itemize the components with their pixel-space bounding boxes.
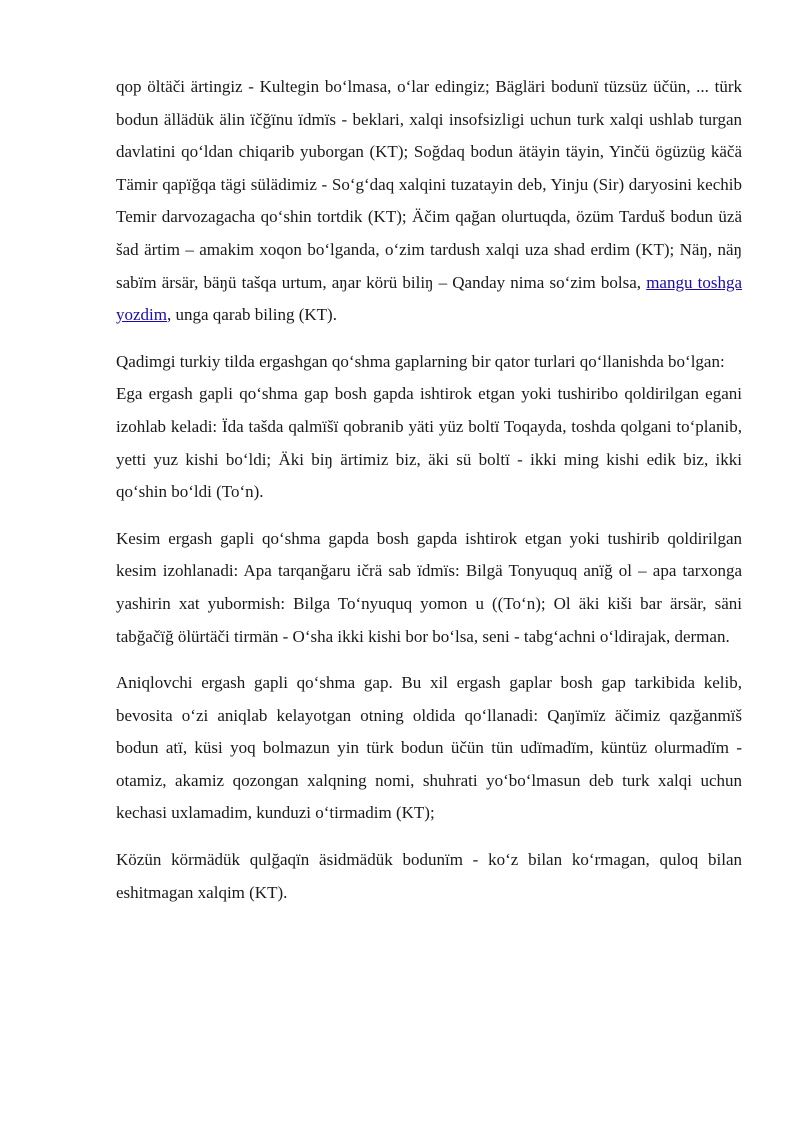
paragraph-1-tail: , unga qarab biling (KT). [167,305,337,325]
paragraph-6: Közün körmädük qulğaqïn äsidmädük bodunïm - ko‘z bilan ko‘rmagan, quloq bilan eshitmagan xalqim (KT). [116,850,742,902]
paragraph-4: Kesim ergash gapli qo‘shma gapda bosh gapda ishtirok etgan yoki tushirib qoldirilgan kesim izohlanadi: Apa tarqanğaru ičrä sab ïdmïs: Bilgä Tonyuquq anïğ ol – apa tarxonga yashirin xat yubormish: Bilga To‘nyuquq yomon u ((To‘n); Ol äki kiši bar ärsär, säni tabğačïğ ölürtäči tirmän - O‘sha ikki kishi bor bo‘lsa, seni - tabg‘achni o‘ldirajak, derman. [116,528,742,646]
paragraph-1 [116,71,742,332]
paragraph-1-text: qop öltäči ärtingiz - Kultegin bo‘lmasa, o‘lar edingiz; Bägläri bodunï tüzsüz üčün, ... türk bodun ällädük älin ïčğïnu ïdmïs - beklari, xalqi insofsizligi uchun turk xalqi ushlab turgan davlatini qo‘ldan chiqarib yuborgan (KT); Soğdaq bodun ätäyin täyin, Yinčü ögüzüg käčä Tämir qapïğqa tägi sülädimiz - So‘g‘daq xalqini tuzatayin deb, Yinju (Sir) daryosini kechib Temir darvozagacha qo‘shin tortdik (KT); Äčim qağan olurtuqda, özüm Tarduš bodun üzä šad ärtim – amakim xoqon bo‘lganda, o‘zim tardush xalqi uza shad erdim (KT); Näŋ, näŋ sabïm ärsär, bäŋü tašqa urtum, aŋar körü biliŋ – Qanday nima so‘zim bolsa, [116,77,742,292]
paragraph-5: Aniqlovchi ergash gapli qo‘shma gap. Bu xil ergash gaplar bosh gap tarkibida kelib, bevosita o‘zi aniqlab kelayotgan otning oldida qo‘llanadi: Qaŋïmïz äčimiz qazğanmïš bodun atï, küsi yoq bolmazun yin türk bodun üčün tün udïmadïm, küntüz olurmadïm - otamiz, akamiz qozongan xalqning nomi, shuhrati yo‘bo‘lmasun deb turk xalqi uchun kechasi uxlamadim, kunduzi o‘tirmadim (KT); [116,673,742,823]
paragraph-2: Qadimgi turkiy tilda ergashgan qo‘shma gaplarning bir qator turlari qo‘llanishda bo‘lgan: [116,351,725,371]
document-page [116,71,742,923]
paragraph-3: Ega ergash gapli qo‘shma gap bosh gapda ishtirok etgan yoki tushiribo qoldirilgan egani izohlab keladi: Ïda tašda qalmïšï qobranib yäti yüz boltï Toqayda, toshda qolgani to‘planib, yetti yuz kishi bo‘ldi; Äki biŋ ärtimiz biz, äki sü boltï - ikki ming kishi edik biz, ikki qo‘shin bo‘ldi (To‘n). [116,384,742,502]
inline-link[interactable]: mangu toshga yozdim [116,272,743,325]
